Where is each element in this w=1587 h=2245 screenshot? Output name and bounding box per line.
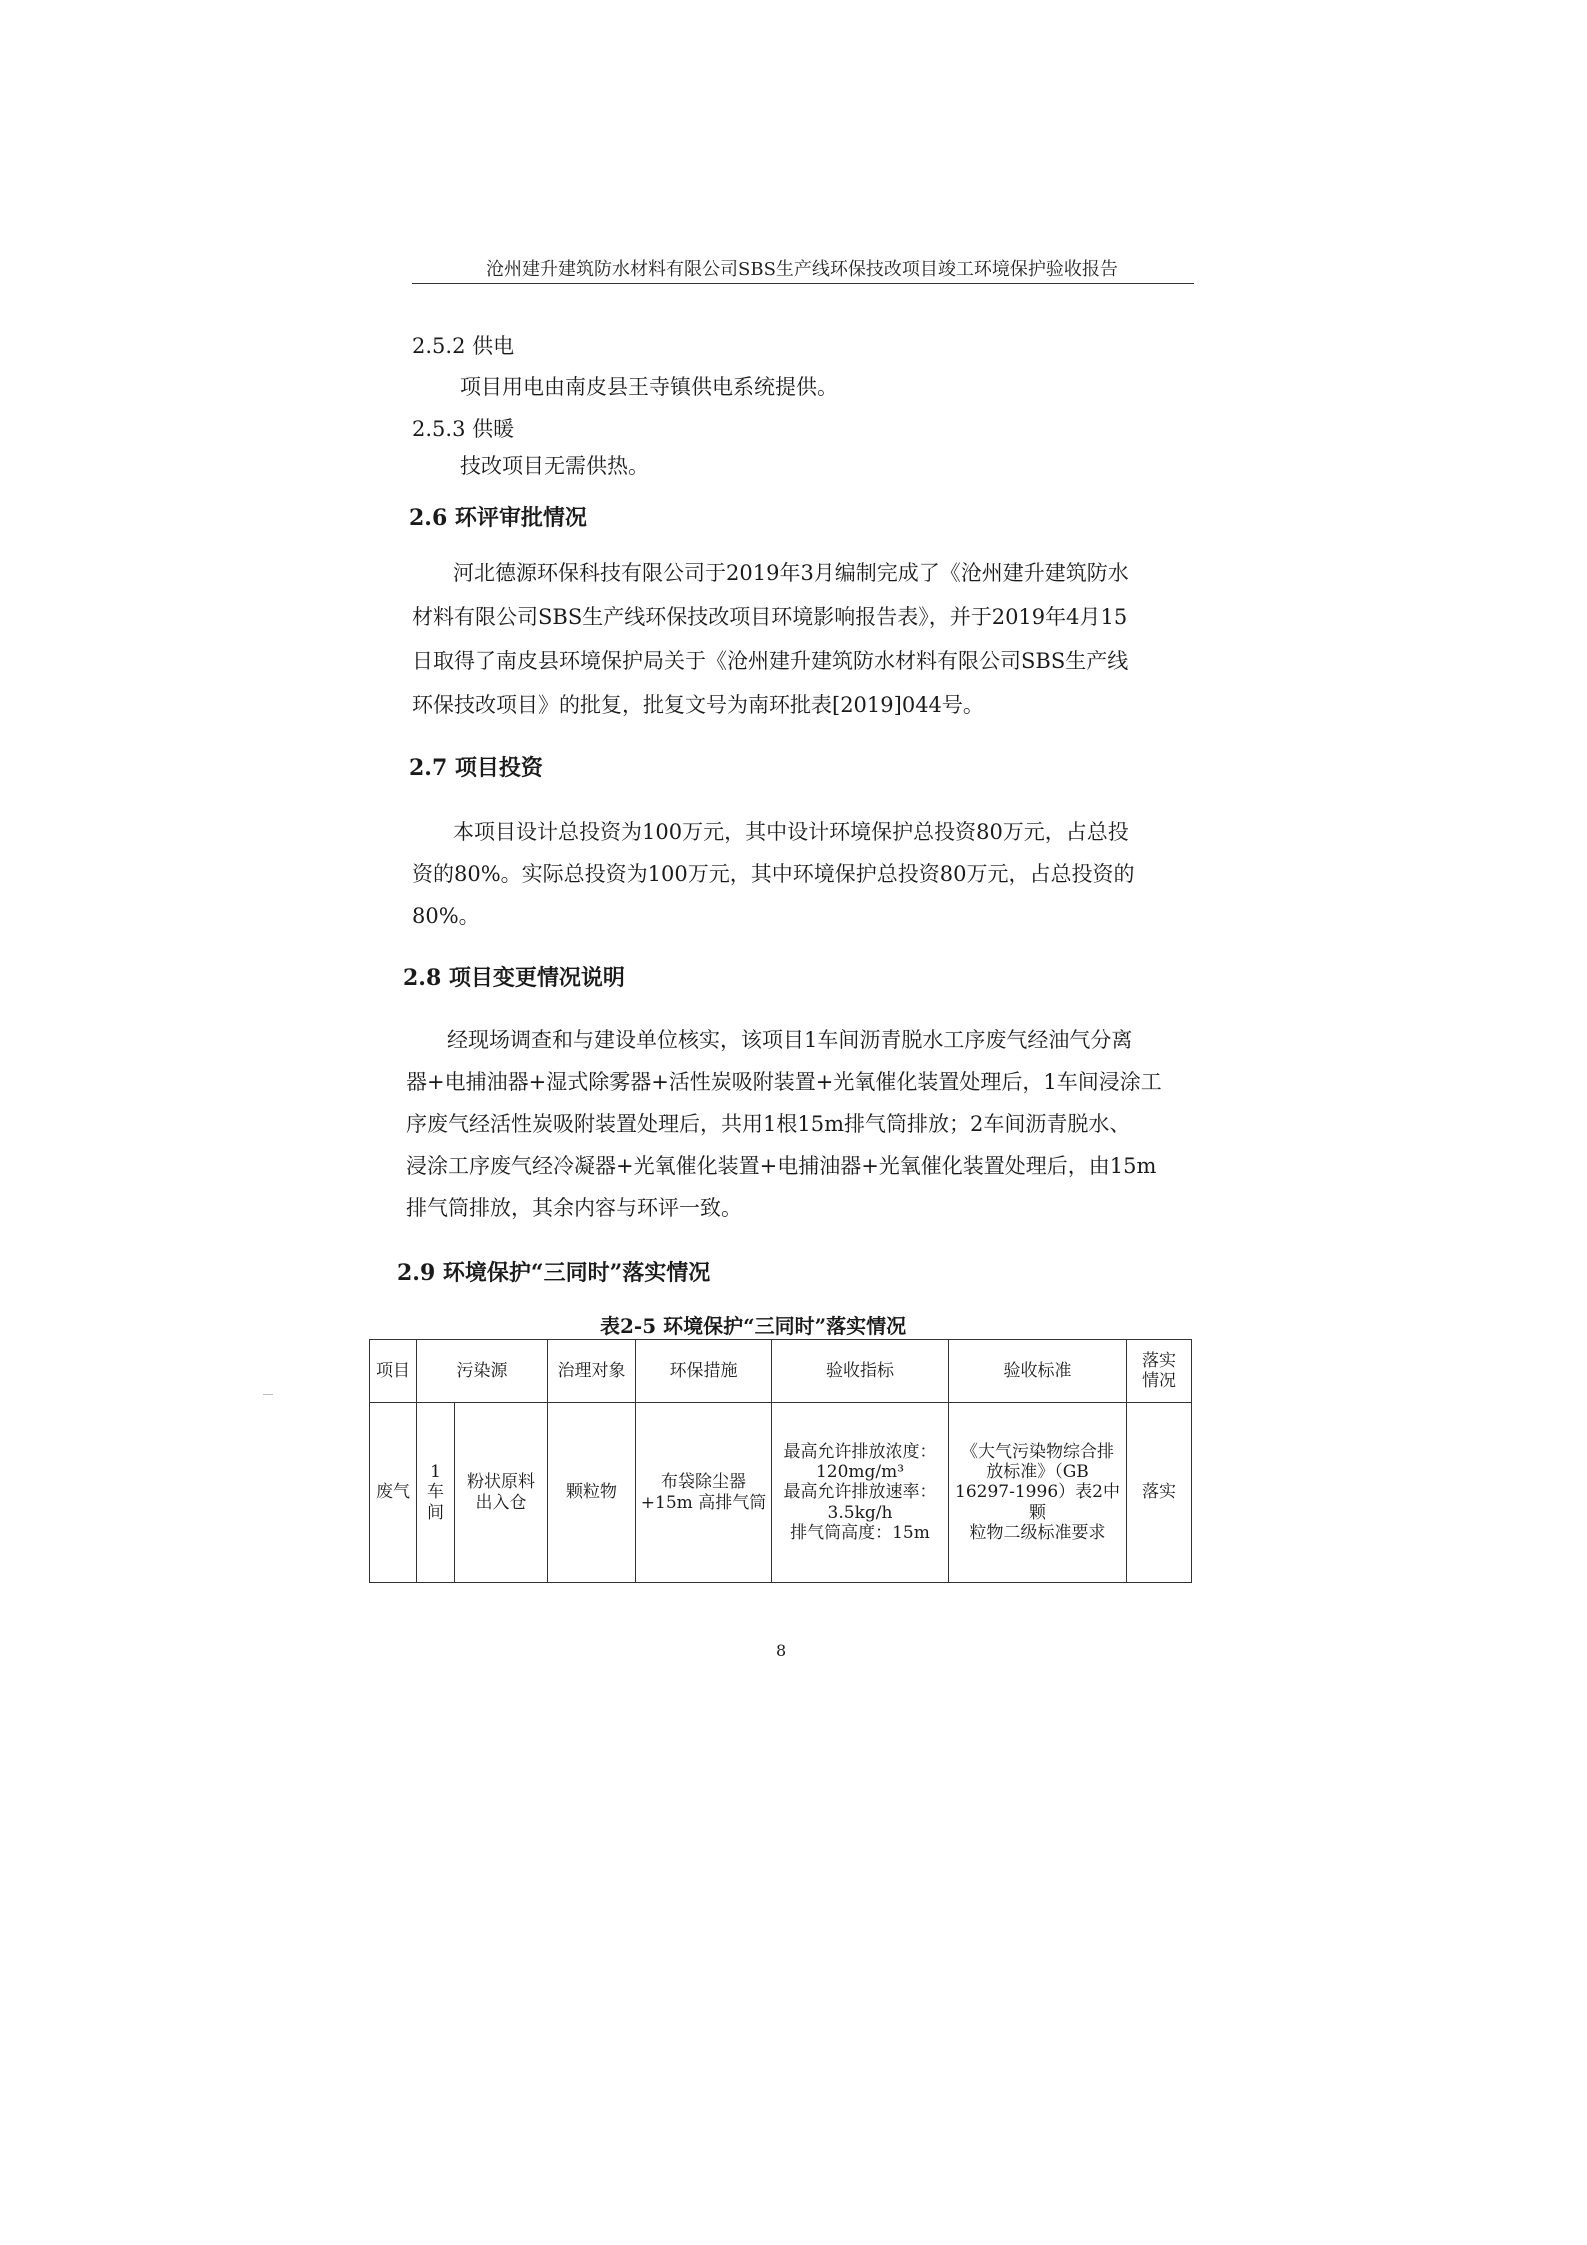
scan-mark xyxy=(263,1394,273,1395)
indicator-line: 最高允许排放浓度： xyxy=(783,1441,937,1462)
table-header-row xyxy=(370,1340,1192,1403)
cell-item: 废气 xyxy=(370,1403,417,1583)
indicator-line: 3.5kg/h xyxy=(827,1502,893,1523)
header-object: 治理对象 xyxy=(548,1340,636,1403)
page-number: 8 xyxy=(776,1641,787,1660)
table-row xyxy=(370,1403,1192,1583)
paragraph-line: 资的80%。实际总投资为100万元，其中环境保护总投资80万元，占总投资的 xyxy=(412,862,1135,886)
section-2-5-2-text: 项目用电由南皮县王寺镇供电系统提供。 xyxy=(460,375,838,399)
header-rule xyxy=(412,283,1194,284)
measure-line: 布袋除尘器 xyxy=(661,1472,746,1493)
cell-object: 颗粒物 xyxy=(548,1403,636,1583)
standard-line: 放标准》（GB xyxy=(986,1461,1089,1482)
page-header-title: 沧州建升建筑防水材料有限公司SBS生产线环保技改项目竣工环境保护验收报告 xyxy=(486,259,1118,280)
cell-standard xyxy=(949,1403,1127,1583)
paragraph-line: 本项目设计总投资为100万元，其中设计环境保护总投资80万元，占总投 xyxy=(453,820,1129,844)
table-caption: 表2-5 环境保护“三同时”落实情况 xyxy=(600,1314,907,1338)
standard-line: 16297-1996）表2中颗 xyxy=(955,1482,1120,1523)
header-item: 项目 xyxy=(370,1340,417,1403)
paragraph-line: 排气筒排放，其余内容与环评一致。 xyxy=(406,1196,742,1220)
section-2-5-3-title: 2.5.3 供暖 xyxy=(412,417,515,441)
paragraph-line: 河北德源环保科技有限公司于2019年3月编制完成了《沧州建升建筑防水 xyxy=(453,561,1129,585)
header-source: 污染源 xyxy=(417,1340,548,1403)
section-2-6-heading: 2.6 环评审批情况 xyxy=(409,505,587,531)
paragraph-line: 80%。 xyxy=(412,904,480,928)
cell-source: 粉状原料出入仓 xyxy=(455,1403,548,1583)
paragraph-line: 序废气经活性炭吸附装置处理后，共用1根15m排气筒排放；2车间沥青脱水、 xyxy=(406,1112,1131,1136)
cell-status: 落实 xyxy=(1127,1403,1192,1583)
header-standard: 验收标准 xyxy=(949,1340,1127,1403)
paragraph-line: 日取得了南皮县环境保护局关于《沧州建升建筑防水材料有限公司SBS生产线 xyxy=(412,649,1129,673)
indicator-line: 最高允许排放速率： xyxy=(783,1482,937,1503)
standard-line: 《大气污染物综合排 xyxy=(961,1441,1114,1462)
header-indicator: 验收指标 xyxy=(772,1340,949,1403)
header-measure: 环保措施 xyxy=(636,1340,772,1403)
indicator-line: 120mg/m³ xyxy=(815,1461,905,1482)
header-status: 落实情况 xyxy=(1127,1340,1192,1403)
section-2-5-3-text: 技改项目无需供热。 xyxy=(460,454,649,478)
section-2-9-heading: 2.9 环境保护“三同时”落实情况 xyxy=(397,1260,711,1286)
section-2-8-heading: 2.8 项目变更情况说明 xyxy=(403,965,625,991)
section-2-7-heading: 2.7 项目投资 xyxy=(409,755,543,781)
section-2-5-2-title: 2.5.2 供电 xyxy=(412,334,515,358)
cell-workshop: 1车间 xyxy=(417,1403,455,1583)
paragraph-line: 经现场调查和与建设单位核实，该项目1车间沥青脱水工序废气经油气分离 xyxy=(447,1028,1133,1052)
cell-measure xyxy=(636,1403,772,1583)
measure-line: +15m 高排气筒 xyxy=(640,1492,767,1513)
cell-indicator xyxy=(772,1403,949,1583)
three-simultaneities-table xyxy=(369,1339,1192,1583)
indicator-line: 排气筒高度：15m xyxy=(790,1523,930,1544)
paragraph-line: 材料有限公司SBS生产线环保技改项目环境影响报告表》，并于2019年4月15 xyxy=(412,605,1128,629)
standard-line: 粒物二级标准要求 xyxy=(969,1523,1106,1544)
paragraph-line: 浸涂工序废气经冷凝器+光氧催化装置+电捕油器+光氧催化装置处理后，由15m xyxy=(406,1154,1157,1178)
paragraph-line: 环保技改项目》的批复，批复文号为南环批表[2019]044号。 xyxy=(412,693,984,717)
paragraph-line: 器+电捕油器+湿式除雾器+活性炭吸附装置+光氧催化装置处理后，1车间浸涂工 xyxy=(406,1070,1162,1094)
